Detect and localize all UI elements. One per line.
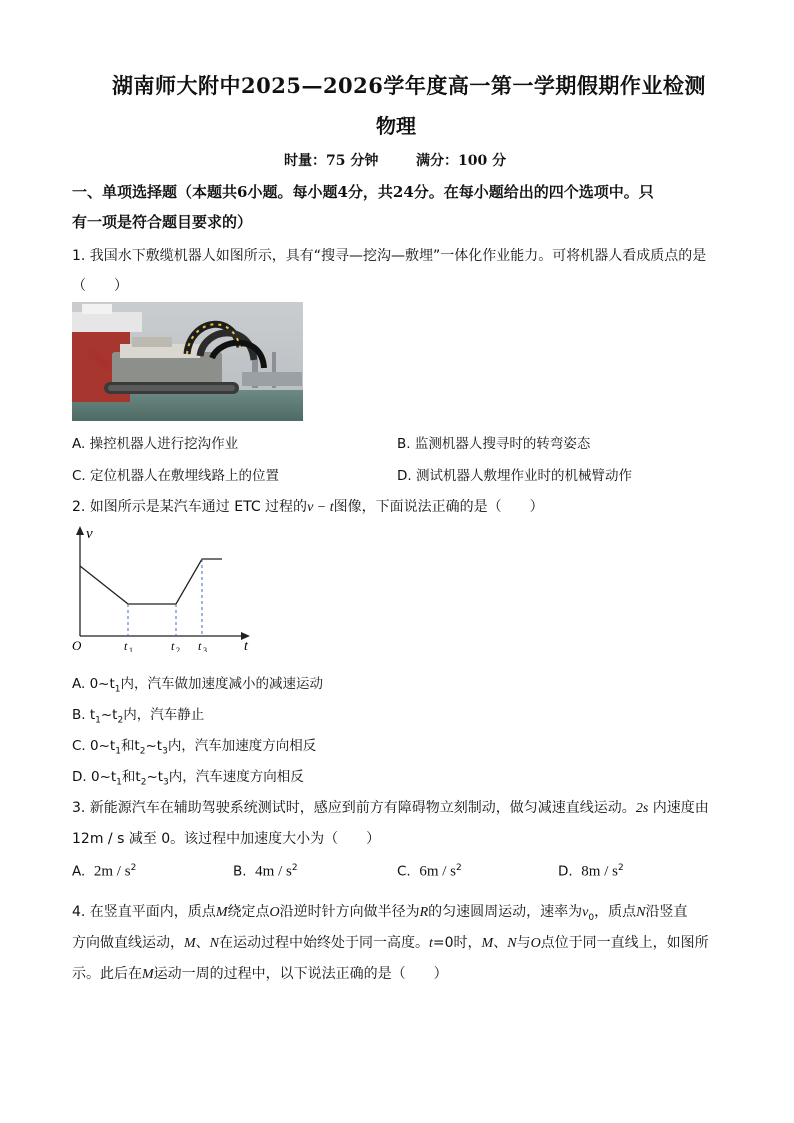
question-2-option-b[interactable]: B. $t_1\sim t_2$内，汽车静止: [72, 707, 205, 726]
question-3-option-b[interactable]: B. $4m / s^2$: [233, 863, 298, 880]
question-2-stem: 2. 如图所示是某汽车通过 ETC 过程的v − t图像，下面说法正确的是（ ）: [72, 499, 544, 515]
exam-score: 满分：100 分: [416, 153, 507, 169]
tick-t1: t: [124, 639, 128, 652]
question-1-option-b[interactable]: B. 监测机器人搜寻时的转弯姿态: [397, 436, 591, 452]
question-2-option-a[interactable]: A. $0\sim t_1$内，汽车做加速度减小的减速运动: [72, 676, 324, 695]
tick-t1-sub: 1: [129, 646, 133, 652]
axis-t-label: t: [244, 639, 248, 652]
tick-t2-sub: 2: [176, 646, 180, 652]
question-1-option-a[interactable]: A. 操控机器人进行挖沟作业: [72, 436, 239, 452]
exam-time: 时量：75 分钟: [284, 153, 379, 169]
axis-v-label: v: [86, 526, 93, 542]
exam-title: 湖南师大附中2025—2026学年度高一第一学期假期作业检测: [112, 73, 706, 98]
question-2-option-c[interactable]: C. $0\sim t_1$和$t_2\sim t_3$内，汽车加速度方向相反: [72, 738, 317, 757]
question-1-option-c[interactable]: C. 定位机器人在敷埋线路上的位置: [72, 468, 280, 484]
question-4-stem-cont: 方向做直线运动，M、N在运动过程中始终处于同一高度。t=0时，M、N与O点位于同一直线上，如图所: [72, 935, 709, 951]
tick-t3-sub: 3: [203, 646, 207, 652]
question-3-option-d[interactable]: D. $8m / s^2$: [558, 863, 624, 880]
tick-t2: t: [171, 639, 175, 652]
question-1-option-d[interactable]: D. 测试机器人敷埋作业时的机械臂动作: [397, 468, 632, 484]
origin-label: O: [72, 638, 82, 652]
question-4-stem-end: 示。此后在M运动一周的过程中，以下说法正确的是（ ）: [72, 966, 448, 982]
question-1-stem: 1. 我国水下敷缆机器人如图所示，具有“搜寻—挖沟—敷埋”一体化作业能力。可将机器人看成质点的是: [72, 248, 707, 264]
vt-graph: [70, 522, 260, 652]
question-3-stem-cont: 12m / s 减至 0。该过程中加速度大小为（ ）: [72, 831, 381, 847]
tick-t3: t: [198, 639, 202, 652]
question-3-stem: 3. 新能源汽车在辅助驾驶系统测试时，感应到前方有障碍物立刻制动，做匀减速直线运动。2s 内速度由: [72, 800, 709, 816]
question-1-blank: （ ）: [72, 278, 128, 294]
question-4-stem: 4. 在竖直平面内，质点M绕定点O沿逆时针方向做半径为R的匀速圆周运动，速率为$v_0$，质点N沿竖直: [72, 904, 688, 923]
section-heading-cont: 有一项是符合题目要求的）: [72, 213, 253, 231]
question-3-option-c[interactable]: C. $6m / s^2$: [397, 863, 462, 880]
subject-title: 物理: [376, 114, 416, 138]
robot-photo: [72, 302, 303, 421]
question-2-option-d[interactable]: D. $0\sim t_1$和$t_2\sim t_3$内，汽车速度方向相反: [72, 769, 304, 788]
question-3-option-a[interactable]: A. $2m / s^2$: [72, 863, 137, 880]
section-heading: 一、单项选择题（本题共6小题。每小题4分，共24分。在每小题给出的四个选项中。只: [72, 183, 654, 201]
